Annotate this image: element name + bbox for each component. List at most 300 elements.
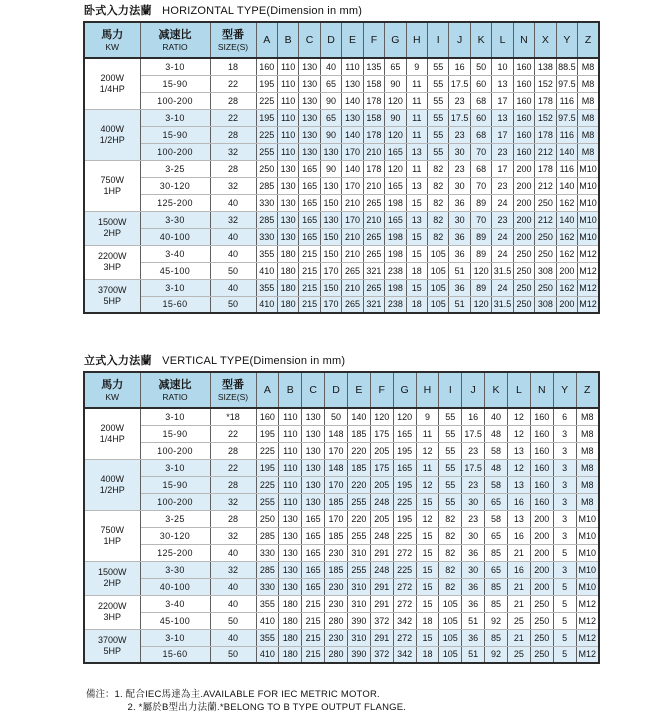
dim-cell-l: 25: [507, 612, 530, 629]
dim-cell-d: 150: [320, 279, 341, 296]
size-cell: 28: [210, 442, 256, 459]
dim-cell-d: 150: [320, 245, 341, 262]
horizontal-table-title: [84, 2, 600, 18]
dim-cell-n: 200: [530, 510, 553, 527]
dim-cell-c: 130: [299, 75, 320, 92]
dim-cell-f: 372: [370, 646, 393, 663]
ratio-cell: 125-200: [140, 194, 210, 211]
dim-cell-k: 65: [485, 527, 508, 544]
dim-cell-a: 225: [256, 476, 279, 493]
table-row: [84, 425, 599, 442]
dim-cell-b: 110: [279, 493, 302, 510]
size-cell: 28: [210, 510, 256, 527]
header-row: [84, 372, 599, 408]
dim-cell-j: 36: [449, 245, 470, 262]
dim-cell-c: 215: [299, 279, 320, 296]
ratio-cell: 3-10: [140, 629, 210, 646]
dim-cell-a: 225: [256, 92, 277, 109]
dim-cell-z: M12: [578, 245, 599, 262]
size-cell: 32: [210, 493, 256, 510]
dim-cell-c: 165: [299, 211, 320, 228]
dim-cell-i: 55: [428, 109, 449, 126]
ratio-cell: 3-40: [140, 245, 210, 262]
dim-cell-d: 185: [325, 561, 348, 578]
dim-cell-e: 130: [342, 75, 363, 92]
dim-cell-d: 280: [325, 646, 348, 663]
dim-cell-k: 48: [485, 425, 508, 442]
dim-cell-l: 23: [492, 177, 513, 194]
power-hp: 5HP: [103, 295, 121, 306]
ratio-cell: 30-120: [140, 177, 210, 194]
header-row: [84, 22, 599, 58]
dim-cell-y: 3: [553, 476, 576, 493]
col-header-x: X: [535, 22, 556, 58]
power-watts: 200W: [100, 72, 124, 83]
table-row: [84, 143, 599, 160]
size-cell: 50: [210, 296, 256, 313]
dim-cell-g: 272: [393, 595, 416, 612]
dim-cell-f: 248: [370, 561, 393, 578]
dim-cell-f: 291: [370, 544, 393, 561]
dim-cell-g: 65: [385, 58, 406, 75]
dim-cell-n: 160: [513, 58, 534, 75]
dim-cell-c: 130: [299, 126, 320, 143]
dim-cell-y: 200: [556, 296, 577, 313]
dim-cell-e: 265: [342, 262, 363, 279]
dim-cell-f: 178: [363, 92, 384, 109]
horizontal-title-zh: 卧式入力法蘭: [84, 5, 152, 17]
dim-cell-k: 65: [485, 493, 508, 510]
col-header-j: J: [462, 372, 485, 408]
dim-cell-j: 23: [462, 442, 485, 459]
dim-cell-k: 58: [485, 476, 508, 493]
size-cell: 50: [210, 262, 256, 279]
dim-cell-k: 70: [470, 177, 491, 194]
col-header-zh: 型番: [222, 378, 244, 391]
dim-cell-x: 178: [535, 126, 556, 143]
dim-cell-e: 265: [342, 296, 363, 313]
dim-cell-b: 110: [277, 126, 298, 143]
dim-cell-h: 11: [406, 92, 427, 109]
dim-cell-k: 89: [470, 279, 491, 296]
dim-cell-c: 130: [302, 493, 325, 510]
dim-cell-y: 162: [556, 279, 577, 296]
table-row: [84, 75, 599, 92]
size-cell: 28: [210, 126, 256, 143]
dim-cell-e: 170: [342, 211, 363, 228]
power-cell: [84, 58, 140, 109]
ratio-cell: 30-120: [140, 527, 210, 544]
horizontal-table-section: [83, 2, 600, 314]
dim-cell-z: M12: [578, 279, 599, 296]
dim-cell-l: 24: [492, 245, 513, 262]
dim-cell-i: 82: [428, 211, 449, 228]
dim-cell-b: 130: [277, 177, 298, 194]
dim-cell-l: 21: [507, 578, 530, 595]
col-header-b: B: [277, 22, 298, 58]
table-row: [84, 211, 599, 228]
dim-cell-l: 16: [507, 527, 530, 544]
power-watts: 2200W: [97, 601, 127, 611]
dim-cell-z: M10: [578, 177, 599, 194]
dim-cell-e: 310: [347, 578, 370, 595]
dim-cell-h: 11: [406, 160, 427, 177]
dim-cell-f: 291: [370, 595, 393, 612]
dim-cell-k: 89: [470, 245, 491, 262]
dim-cell-h: 15: [416, 493, 439, 510]
dim-cell-b: 180: [279, 629, 302, 646]
dim-cell-h: 11: [416, 425, 439, 442]
dim-cell-d: 65: [320, 75, 341, 92]
dim-cell-n: 250: [513, 296, 534, 313]
dim-cell-l: 31.5: [492, 296, 513, 313]
dim-cell-n: 250: [530, 595, 553, 612]
dim-cell-l: 13: [492, 75, 513, 92]
dim-cell-n: 200: [513, 194, 534, 211]
dim-cell-g: 165: [385, 143, 406, 160]
col-header-en: KW: [105, 391, 120, 402]
dim-cell-d: 185: [325, 493, 348, 510]
dim-cell-b: 130: [277, 160, 298, 177]
dim-cell-k: 58: [485, 510, 508, 527]
dim-cell-n: 250: [513, 262, 534, 279]
dim-cell-n: 250: [530, 629, 553, 646]
dim-cell-c: 165: [302, 561, 325, 578]
dim-cell-h: 12: [416, 476, 439, 493]
table-row: [84, 544, 599, 561]
dim-cell-j: 51: [462, 646, 485, 663]
dim-cell-g: 198: [385, 279, 406, 296]
dim-cell-e: 210: [342, 279, 363, 296]
ratio-cell: 15-90: [140, 126, 210, 143]
dim-cell-c: 165: [299, 160, 320, 177]
table-row: [84, 177, 599, 194]
col-header-f: F: [363, 22, 384, 58]
dim-cell-x: 212: [535, 211, 556, 228]
vertical-dimensions-table: [83, 371, 600, 664]
table-row: [84, 92, 599, 109]
vertical-title-zh: 立式入力法蘭: [84, 355, 152, 367]
dim-cell-e: 220: [347, 510, 370, 527]
power-watts: 3700W: [97, 634, 127, 645]
dim-cell-z: M8: [578, 92, 599, 109]
dim-cell-n: 200: [513, 228, 534, 245]
power-hp: 5HP: [103, 645, 121, 656]
dim-cell-a: 250: [256, 160, 277, 177]
dim-cell-i: 82: [439, 578, 462, 595]
dim-cell-z: M8: [578, 58, 599, 75]
dim-cell-y: 3: [553, 442, 576, 459]
dim-cell-d: 280: [325, 612, 348, 629]
vertical-title-en: VERTICAL TYPE(Dimension in mm): [162, 355, 346, 367]
dim-cell-j: 17.5: [462, 425, 485, 442]
col-header-d: D: [325, 372, 348, 408]
table-row: [84, 160, 599, 177]
dim-cell-f: 291: [370, 629, 393, 646]
dim-cell-c: 165: [302, 527, 325, 544]
size-cell: 40: [210, 228, 256, 245]
col-header-h: H: [406, 22, 427, 58]
ratio-cell: 15-90: [140, 75, 210, 92]
dim-cell-e: 220: [347, 442, 370, 459]
col-header-n: N: [530, 372, 553, 408]
dim-cell-j: 30: [462, 561, 485, 578]
size-cell: 40: [210, 578, 256, 595]
size-cell: 40: [210, 629, 256, 646]
dim-cell-h: 11: [406, 109, 427, 126]
dim-cell-z: M10: [576, 527, 599, 544]
dim-cell-c: 165: [302, 578, 325, 595]
dim-cell-b: 110: [277, 143, 298, 160]
dim-cell-b: 110: [279, 459, 302, 476]
dim-cell-g: 165: [385, 177, 406, 194]
col-header-j: J: [449, 22, 470, 58]
dim-cell-f: 321: [363, 262, 384, 279]
dim-cell-j: 30: [462, 527, 485, 544]
dim-cell-y: 5: [553, 595, 576, 612]
dim-cell-b: 110: [277, 109, 298, 126]
ratio-cell: 3-10: [140, 408, 210, 425]
dim-cell-d: 65: [320, 109, 341, 126]
col-header-z: Z: [576, 372, 599, 408]
dim-cell-d: 170: [320, 262, 341, 279]
dim-cell-g: 225: [393, 493, 416, 510]
dim-cell-k: 70: [470, 143, 491, 160]
dim-cell-a: 410: [256, 612, 279, 629]
dim-cell-i: 55: [439, 442, 462, 459]
dim-cell-f: 135: [363, 58, 384, 75]
dim-cell-i: 55: [439, 425, 462, 442]
dim-cell-d: 170: [320, 296, 341, 313]
dim-cell-d: 130: [320, 143, 341, 160]
dim-cell-y: 3: [553, 493, 576, 510]
dim-cell-e: 210: [342, 245, 363, 262]
col-header-l: L: [492, 22, 513, 58]
dim-cell-z: M12: [578, 296, 599, 313]
dim-cell-e: 140: [342, 92, 363, 109]
power-cell: [84, 160, 140, 211]
ratio-cell: 40-100: [140, 578, 210, 595]
dim-cell-y: 3: [553, 459, 576, 476]
ratio-cell: 3-40: [140, 595, 210, 612]
notes: [86, 688, 406, 714]
dim-cell-g: 165: [385, 211, 406, 228]
dim-cell-e: 140: [347, 408, 370, 425]
dim-cell-b: 130: [279, 578, 302, 595]
dim-cell-e: 310: [347, 629, 370, 646]
horizontal-title-en: HORIZONTAL TYPE(Dimension in mm): [162, 5, 363, 17]
dim-cell-i: 105: [439, 595, 462, 612]
size-cell: 50: [210, 612, 256, 629]
col-header-h: H: [416, 372, 439, 408]
dim-cell-x: 138: [535, 58, 556, 75]
dim-cell-y: 97.5: [556, 109, 577, 126]
size-cell: 28: [210, 92, 256, 109]
dim-cell-a: 330: [256, 194, 277, 211]
dim-cell-i: 55: [439, 476, 462, 493]
dim-cell-h: 15: [416, 544, 439, 561]
dim-cell-z: M8: [576, 493, 599, 510]
dim-cell-h: 18: [416, 612, 439, 629]
dim-cell-x: 152: [535, 75, 556, 92]
col-header-l: L: [507, 372, 530, 408]
power-cell: [84, 561, 140, 595]
col-header-kw: [84, 22, 140, 58]
power-cell: [84, 595, 140, 629]
dim-cell-e: 210: [342, 228, 363, 245]
dim-cell-f: 178: [363, 160, 384, 177]
dim-cell-g: 165: [393, 425, 416, 442]
dim-cell-x: 308: [535, 262, 556, 279]
dim-cell-g: 165: [393, 459, 416, 476]
col-header-f: F: [370, 372, 393, 408]
dim-cell-n: 250: [513, 279, 534, 296]
dim-cell-l: 10: [492, 58, 513, 75]
dim-cell-x: 212: [535, 143, 556, 160]
dim-cell-a: 355: [256, 245, 277, 262]
ratio-cell: 100-200: [140, 442, 210, 459]
dim-cell-y: 140: [556, 177, 577, 194]
dim-cell-a: 410: [256, 262, 277, 279]
dim-cell-z: M12: [576, 612, 599, 629]
dim-cell-l: 13: [507, 510, 530, 527]
dim-cell-a: 355: [256, 629, 279, 646]
dim-cell-h: 15: [416, 578, 439, 595]
dim-cell-e: 170: [342, 143, 363, 160]
dim-cell-i: 82: [439, 544, 462, 561]
dim-cell-x: 152: [535, 109, 556, 126]
power-cell: [84, 459, 140, 510]
ratio-cell: 45-100: [140, 612, 210, 629]
dim-cell-a: 195: [256, 459, 279, 476]
dim-cell-x: 178: [535, 160, 556, 177]
dim-cell-c: 130: [302, 459, 325, 476]
power-hp: 1/2HP: [99, 134, 125, 145]
dim-cell-l: 31.5: [492, 262, 513, 279]
dim-cell-f: 205: [370, 476, 393, 493]
dim-cell-j: 36: [462, 544, 485, 561]
dim-cell-n: 160: [530, 425, 553, 442]
size-cell: 32: [210, 177, 256, 194]
table-row: [84, 126, 599, 143]
power-cell: [84, 510, 140, 561]
dim-cell-a: 160: [256, 58, 277, 75]
dim-cell-f: 265: [363, 194, 384, 211]
dim-cell-f: 248: [370, 527, 393, 544]
dim-cell-g: 342: [393, 646, 416, 663]
dim-cell-n: 160: [530, 476, 553, 493]
dim-cell-j: 36: [462, 578, 485, 595]
dim-cell-e: 310: [347, 595, 370, 612]
dim-cell-z: M10: [576, 578, 599, 595]
size-cell: 32: [210, 527, 256, 544]
dim-cell-g: 238: [385, 262, 406, 279]
table-row: [84, 578, 599, 595]
ratio-cell: 3-25: [140, 510, 210, 527]
power-hp: 2HP: [103, 578, 121, 588]
size-cell: 22: [210, 109, 256, 126]
vertical-table-title: [84, 352, 600, 368]
col-header-z: Z: [578, 22, 599, 58]
dim-cell-n: 200: [513, 177, 534, 194]
power-cell: [84, 408, 140, 459]
col-header-i: I: [439, 372, 462, 408]
col-header-zh: 减速比: [158, 28, 192, 41]
dim-cell-g: 225: [393, 527, 416, 544]
dim-cell-b: 110: [277, 58, 298, 75]
dim-cell-l: 16: [507, 561, 530, 578]
dim-cell-f: 291: [370, 578, 393, 595]
dim-cell-y: 140: [556, 211, 577, 228]
dim-cell-f: 265: [363, 228, 384, 245]
dim-cell-d: 150: [320, 228, 341, 245]
dim-cell-g: 272: [393, 578, 416, 595]
power-hp: 1HP: [103, 185, 121, 196]
table-row: [84, 629, 599, 646]
size-cell: 18: [210, 58, 256, 75]
size-cell: 22: [210, 425, 256, 442]
dim-cell-a: 160: [256, 408, 279, 425]
dim-cell-c: 215: [299, 245, 320, 262]
dim-cell-c: 165: [299, 177, 320, 194]
dim-cell-f: 265: [363, 279, 384, 296]
ratio-cell: 3-10: [140, 109, 210, 126]
table-row: [84, 58, 599, 75]
dim-cell-e: 255: [347, 527, 370, 544]
table-row: [84, 459, 599, 476]
dim-cell-i: 82: [439, 561, 462, 578]
dim-cell-k: 68: [470, 92, 491, 109]
dim-cell-k: 89: [470, 194, 491, 211]
power-watts: 1500W: [97, 217, 127, 227]
dim-cell-g: 198: [385, 194, 406, 211]
dim-cell-a: 195: [256, 75, 277, 92]
dim-cell-y: 3: [553, 527, 576, 544]
dim-cell-z: M10: [578, 160, 599, 177]
power-watts: 400W: [100, 473, 124, 484]
dim-cell-i: 55: [428, 143, 449, 160]
size-cell: 32: [210, 143, 256, 160]
dim-cell-k: 65: [485, 561, 508, 578]
dim-cell-n: 200: [530, 578, 553, 595]
dim-cell-j: 23: [449, 126, 470, 143]
dim-cell-g: 198: [385, 245, 406, 262]
col-header-i: I: [428, 22, 449, 58]
dim-cell-i: 82: [439, 510, 462, 527]
power-hp: 1/4HP: [99, 83, 125, 94]
dim-cell-n: 160: [530, 442, 553, 459]
power-watts: 1500W: [97, 567, 127, 577]
dim-cell-y: 162: [556, 228, 577, 245]
dim-cell-b: 110: [279, 442, 302, 459]
dim-cell-k: 68: [470, 126, 491, 143]
dim-cell-x: 178: [535, 92, 556, 109]
dim-cell-l: 17: [492, 126, 513, 143]
table-row: [84, 194, 599, 211]
dim-cell-i: 82: [428, 228, 449, 245]
dim-cell-k: 120: [470, 296, 491, 313]
dim-cell-z: M12: [576, 629, 599, 646]
dim-cell-h: 18: [406, 262, 427, 279]
dim-cell-i: 82: [439, 527, 462, 544]
dim-cell-j: 23: [449, 160, 470, 177]
col-header-y: Y: [553, 372, 576, 408]
col-header-b: B: [279, 372, 302, 408]
dim-cell-d: 50: [325, 408, 348, 425]
dim-cell-f: 205: [370, 442, 393, 459]
dim-cell-i: 105: [428, 296, 449, 313]
dim-cell-g: 272: [393, 629, 416, 646]
